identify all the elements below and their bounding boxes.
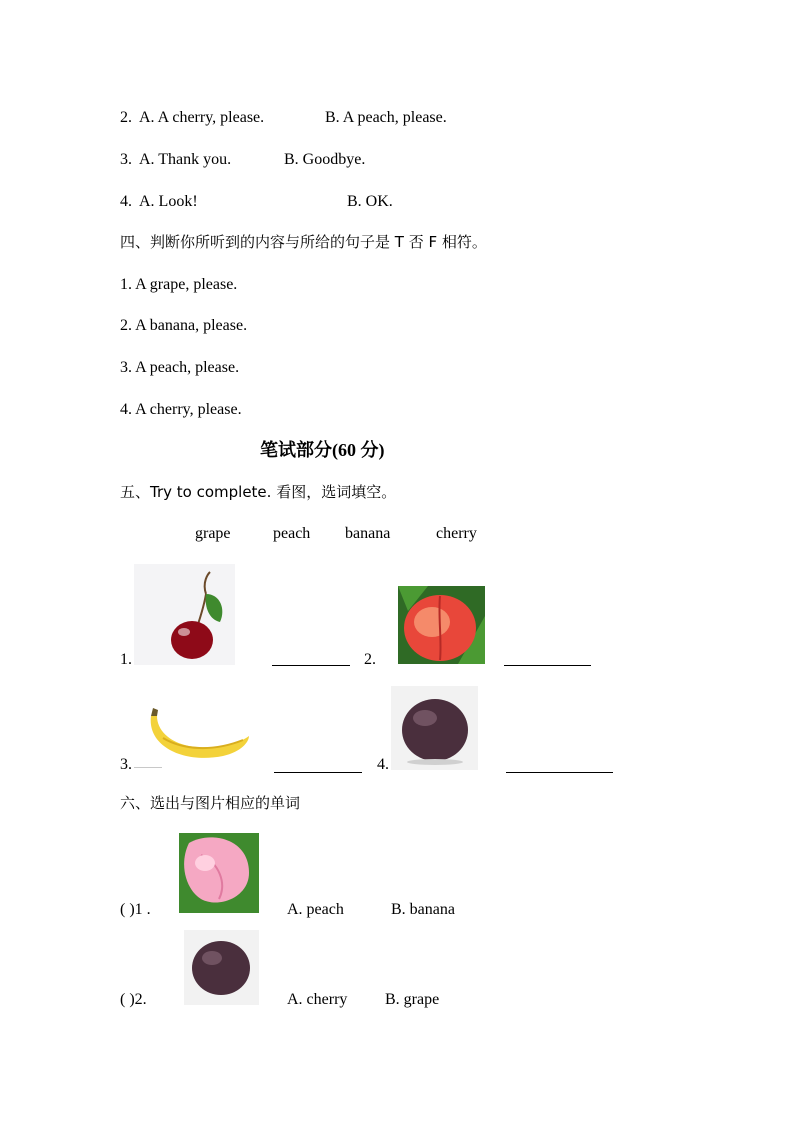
question-number: 2. [364, 651, 376, 668]
question-number: 4. [377, 756, 389, 773]
answer-blank[interactable] [272, 665, 350, 666]
cherry-picture [134, 564, 235, 665]
section-4-item: 2. A banana, please. [120, 317, 248, 334]
item-number: 2. [120, 109, 132, 126]
banana-picture [143, 706, 251, 764]
section-4-item: 1. A grape, please. [120, 276, 238, 293]
question-number: 3. [120, 756, 132, 773]
written-part-title: 笔试部分(60 分) [260, 440, 385, 460]
question-number: 1. [120, 651, 132, 668]
grape-picture [184, 930, 259, 1005]
section-4-item: 3. A peach, please. [120, 359, 240, 376]
answer-blank[interactable] [504, 665, 591, 666]
answer-parentheses[interactable]: ( )2. [120, 991, 147, 1008]
answer-parentheses[interactable]: ( )1 . [120, 901, 151, 918]
option-b: B. Goodbye. [284, 151, 366, 168]
word-bank-word: cherry [436, 525, 477, 542]
peach-picture [179, 833, 259, 913]
grape-picture [391, 686, 478, 770]
answer-blank[interactable] [274, 772, 362, 773]
section-4-heading: 四、判断你所听到的内容与所给的句子是 T 否 F 相符。 [120, 233, 487, 251]
option-a: A. Thank you. [139, 151, 232, 168]
option-a: A. Look! [139, 193, 198, 210]
section-4-item: 4. A cherry, please. [120, 401, 242, 418]
peach-picture [398, 586, 485, 664]
option-b: B. grape [385, 991, 440, 1008]
option-b: B. banana [391, 901, 455, 918]
section-5-heading: 五、Try to complete. 看图，选词填空。 [120, 483, 397, 501]
scan-mark [134, 767, 162, 768]
option-a: A. A cherry, please. [139, 109, 265, 126]
word-bank-word: grape [195, 525, 231, 542]
answer-blank[interactable] [506, 772, 613, 773]
option-b: B. A peach, please. [325, 109, 447, 126]
word-bank-word: banana [345, 525, 391, 542]
section-6-heading: 六、选出与图片相应的单词 [120, 794, 301, 812]
item-number: 4. [120, 193, 132, 210]
item-number: 3. [120, 151, 132, 168]
option-a: A. peach [287, 901, 344, 918]
option-b: B. OK. [347, 193, 393, 210]
option-a: A. cherry [287, 991, 348, 1008]
word-bank-word: peach [273, 525, 311, 542]
